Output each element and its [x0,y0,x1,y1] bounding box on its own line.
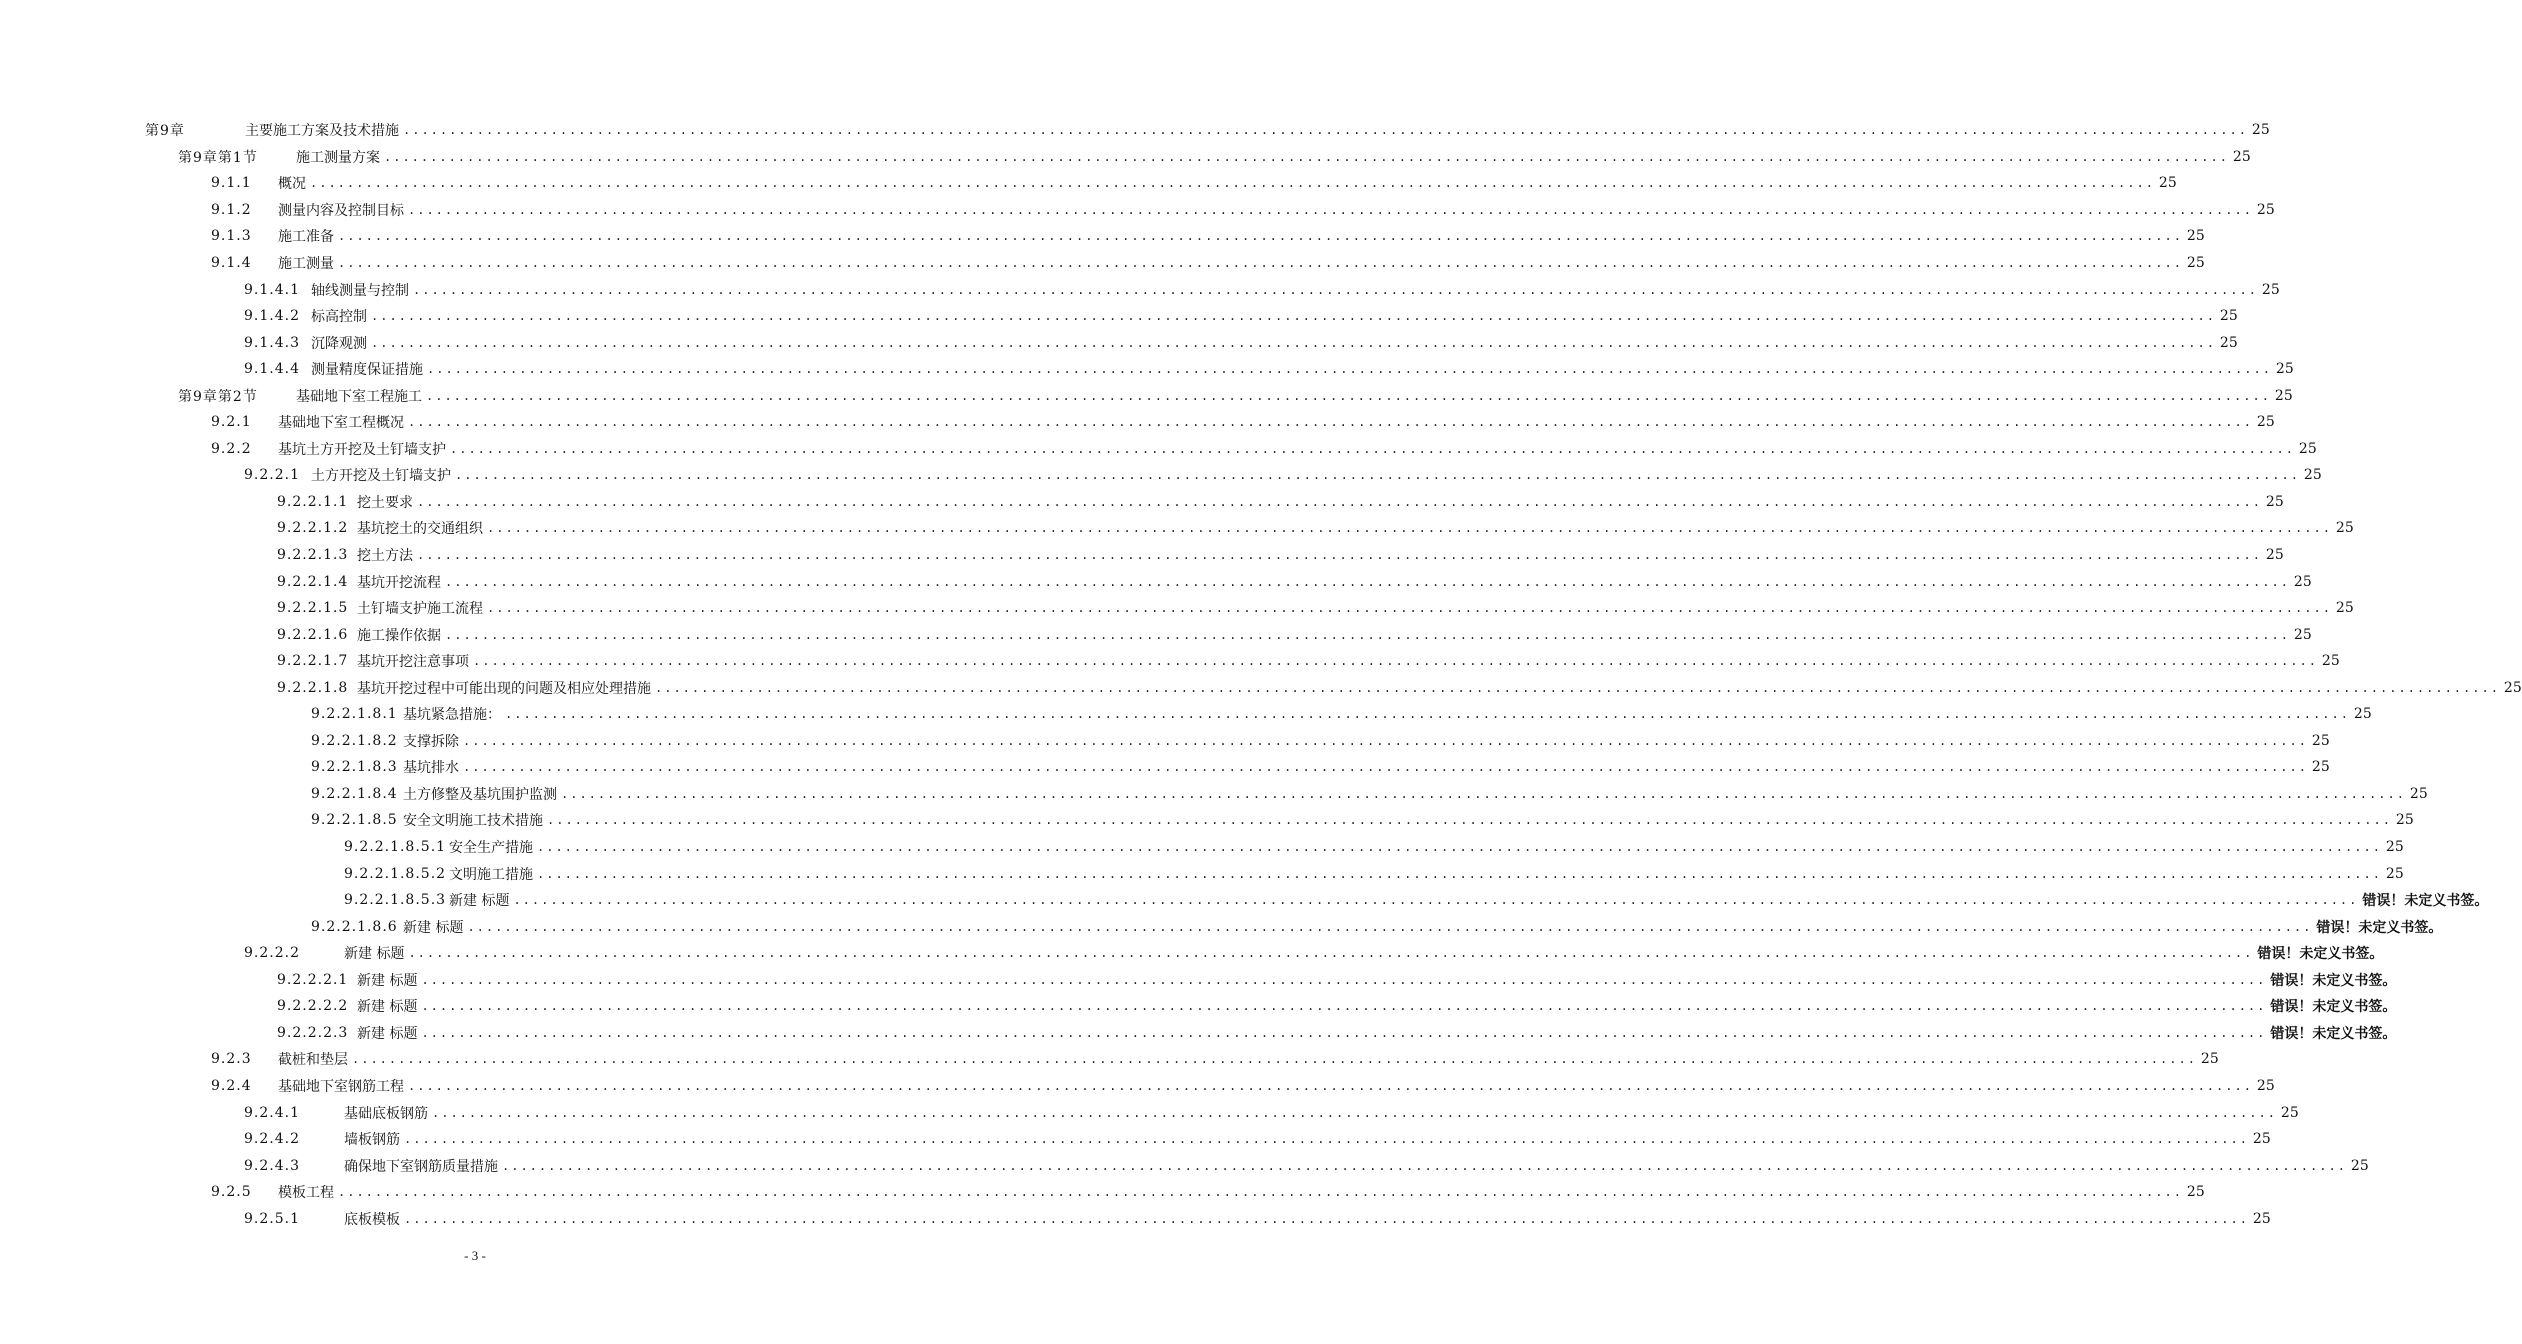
toc-leader-dots: ........................................................................................................................................................................................................ [655,680,2500,695]
toc-entry-page: 25 [2350,1157,2369,1174]
toc-leader-dots: ........................................................................................................................................................................................................ [505,707,2350,722]
toc-entry-title: 概况 [278,176,306,193]
toc-entry[interactable] [0,648,2340,675]
toc-entry-page: 25 [2186,255,2205,271]
toc-entry-title: 文明施工措施 [449,866,533,883]
toc-leader-dots: ........................................................................................................................................................................................................ [417,548,2262,563]
toc-leader-dots: ........................................................................................................................................................................................................ [561,786,2406,801]
toc-entry-number: 9.2.2.2.1 [277,971,349,988]
toc-leader-dots: ........................................................................................................................................................................................................ [408,415,2253,430]
toc-entry-page: 25 [2311,759,2330,776]
toc-leader-dots: ........................................................................................................................................................................................................ [487,601,2332,616]
toc-entry-page: 25 [2219,308,2238,325]
toc-leader-dots: ........................................................................................................................................................................................................ [467,919,2313,934]
toc-entry-title: 安全文明施工技术措施 [403,813,543,830]
toc-entry-number: 9.2.5 [211,1184,252,1201]
toc-entry-page: 25 [2503,679,2522,696]
toc-entry-bookmark-error: 错误！未定义书签。 [2257,946,2384,963]
toc-entry-page: 25 [2298,440,2317,457]
toc-entry[interactable] [0,1073,2275,1100]
toc-entry-title: 基础底板钢筋 [344,1105,428,1122]
toc-leader-dots: ........................................................................................................................................................................................................ [450,441,2295,456]
toc-leader-dots: ........................................................................................................................................................................................................ [421,1025,2267,1040]
toc-entry-page: 25 [2219,334,2238,351]
toc-entry[interactable] [0,568,2312,595]
toc-entry-page: 25 [2265,493,2284,510]
toc-entry[interactable] [0,1046,2219,1073]
toc-entry-title: 模板工程 [278,1185,334,1202]
table-of-contents [0,117,2522,1232]
toc-entry-title: 基坑排水 [403,760,459,777]
toc-entry[interactable] [0,860,2404,887]
toc-leader-dots: ........................................................................................................................................................................................................ [403,123,2248,138]
toc-entry[interactable] [0,356,2294,383]
toc-leader-dots: ........................................................................................................................................................................................................ [427,362,2272,377]
toc-entry[interactable] [0,117,2270,144]
toc-leader-dots: ........................................................................................................................................................................................................ [426,388,2271,403]
toc-entry-number: 9.2.2.1.4 [277,573,349,590]
toc-entry-number: 9.2.2.1.5 [277,600,349,617]
toc-entry[interactable] [0,993,2397,1020]
toc-entry[interactable] [0,940,2384,967]
toc-entry-title: 施工准备 [278,229,334,246]
toc-leader-dots: ........................................................................................................................................................................................................ [463,760,2308,775]
toc-leader-dots: ........................................................................................................................................................................................................ [547,813,2392,828]
toc-entry-title: 支撑拆除 [403,733,459,750]
toc-leader-dots: ........................................................................................................................................................................................................ [445,627,2290,642]
toc-entry[interactable] [0,542,2284,569]
toc-entry-page: 25 [2252,1131,2271,1148]
toc-entry-title: 沉降观测 [311,335,367,352]
toc-entry-title: 基坑土方开挖及土钉墙支护 [278,441,446,458]
toc-leader-dots: ........................................................................................................................................................................................................ [404,1132,2249,1147]
toc-entry-title: 主要施工方案及技术措施 [245,123,399,140]
toc-entry[interactable] [0,276,2280,303]
toc-leader-dots: ........................................................................................................................................................................................................ [413,282,2258,297]
toc-entry-number: 9.2.2.1.8.3 [311,759,398,776]
toc-entry-page: 25 [2251,122,2270,139]
toc-leader-dots: ........................................................................................................................................................................................................ [338,256,2183,270]
toc-entry-number: 9.1.1 [211,175,252,192]
toc-entry-number: 9.2.2.1 [244,467,300,484]
toc-entry[interactable] [0,515,2354,542]
toc-entry-number: 9.2.2.2.3 [277,1024,349,1041]
toc-leader-dots: ........................................................................................................................................................................................................ [421,972,2267,987]
toc-entry-number: 9.2.2.1.8.6 [311,918,398,935]
toc-entry-title: 基坑开挖注意事项 [357,654,469,671]
toc-entry[interactable] [0,621,2312,648]
toc-entry-title: 测量精度保证措施 [311,362,423,379]
toc-entry[interactable] [0,197,2275,224]
toc-entry-page: 25 [2256,1077,2275,1094]
toc-entry-page: 25 [2256,414,2275,431]
toc-entry-page: 25 [2252,1210,2271,1227]
toc-entry-page: 25 [2395,812,2414,829]
toc-entry[interactable] [0,781,2428,808]
toc-entry-number: 9.2.1 [211,414,252,431]
toc-leader-dots: ........................................................................................................................................................................................................ [384,149,2229,164]
toc-entry-number: 9.2.2.2 [244,945,300,962]
toc-entry-number: 9.2.3 [211,1051,252,1068]
toc-entry-title: 新建 标题 [449,893,510,910]
toc-entry[interactable] [0,1099,2299,1126]
toc-entry[interactable] [0,701,2372,728]
toc-leader-dots: ........................................................................................................................................................................................................ [473,654,2318,669]
toc-entry[interactable] [0,1152,2369,1179]
toc-leader-dots: ........................................................................................................................................................................................................ [338,1185,2183,1200]
toc-entry-page: 25 [2186,1184,2205,1201]
toc-entry-page: 25 [2321,653,2340,670]
toc-entry-page: 25 [2232,148,2251,165]
toc-entry-number: 9.2.2.1.8.5.2 [344,865,447,882]
toc-entry[interactable] [0,807,2414,834]
toc-leader-dots: ........................................................................................................................................................................................................ [537,866,2382,881]
toc-entry-number: 9.1.3 [211,228,252,245]
toc-entry-title: 新建 标题 [344,946,405,963]
toc-entry-page: 25 [2335,520,2354,537]
toc-entry-title: 基坑开挖过程中可能出现的问题及相应处理措施 [357,680,651,697]
toc-entry-page: 25 [2261,281,2280,298]
toc-entry-page: 25 [2385,865,2404,882]
toc-entry[interactable] [0,1020,2397,1047]
toc-leader-dots: ........................................................................................................................................................................................................ [432,1105,2277,1120]
toc-entry-number: 9.2.4 [211,1077,252,1094]
toc-entry-title: 截桩和垫层 [278,1052,348,1069]
toc-entry-title: 土钉墙支护施工流程 [357,601,483,618]
toc-leader-dots: ........................................................................................................................................................................................................ [352,1052,2197,1067]
toc-entry[interactable] [0,250,2205,277]
toc-entry[interactable] [0,329,2238,356]
toc-entry-number: 第9章第1节 [178,149,258,166]
toc-leader-dots: ........................................................................................................................................................................................................ [463,733,2308,748]
toc-leader-dots: ........................................................................................................................................................................................................ [310,176,2155,191]
toc-entry-number: 9.1.4.2 [244,308,300,325]
toc-entry-page: 25 [2335,600,2354,617]
toc-entry-title: 基坑挖土的交通组织 [357,521,483,538]
toc-entry-page: 25 [2275,361,2294,378]
toc-entry-title: 施工测量 [278,256,334,272]
toc-entry-number: 9.2.2.2.2 [277,998,349,1015]
toc-entry-number: 9.2.2.1.8.5.3 [344,892,447,909]
toc-entry-title: 土方开挖及土钉墙支护 [311,468,451,485]
toc-leader-dots: ........................................................................................................................................................................................................ [487,521,2332,536]
toc-entry[interactable] [0,1126,2271,1153]
toc-entry-title: 安全生产措施 [449,840,533,857]
toc-leader-dots: ........................................................................................................................................................................................................ [371,309,2216,324]
toc-entry-page: 25 [2303,467,2322,484]
toc-entry-bookmark-error: 错误！未定义书签。 [2270,1025,2397,1042]
toc-entry-page: 25 [2186,228,2205,245]
toc-entry-title: 确保地下室钢筋质量措施 [344,1158,498,1175]
toc-entry-number: 9.1.4.3 [244,334,300,351]
toc-entry[interactable] [0,834,2404,861]
toc-entry-title: 测量内容及控制目标 [278,202,404,219]
toc-entry-number: 9.2.4.3 [244,1157,300,1174]
toc-leader-dots: ........................................................................................................................................................................................................ [537,840,2382,855]
toc-entry-page: 25 [2265,547,2284,564]
toc-entry-number: 9.2.2.1.7 [277,653,349,670]
toc-list [0,117,2522,1232]
toc-entry-number: 9.2.5.1 [244,1210,300,1227]
toc-entry-title: 基础地下室工程施工 [296,388,422,405]
toc-leader-dots: ........................................................................................................................................................................................................ [404,1211,2249,1226]
toc-entry[interactable] [0,913,2443,940]
toc-entry[interactable] [0,409,2275,436]
toc-leader-dots: ........................................................................................................................................................................................................ [338,229,2183,244]
toc-entry-page: 25 [2158,175,2177,192]
toc-entry-title: 底板模板 [344,1211,400,1228]
toc-entry-number: 9.1.4.4 [244,361,300,378]
toc-entry-number: 9.2.2.1.8.1 [311,706,398,723]
toc-entry-title: 标高控制 [311,309,367,326]
toc-entry-page: 25 [2385,839,2404,856]
toc-entry-number: 9.1.4.1 [244,281,300,298]
toc-entry[interactable] [0,170,2177,197]
toc-entry[interactable] [0,595,2354,622]
toc-leader-dots: ........................................................................................................................................................................................................ [417,494,2262,509]
toc-entry-number: 第9章第2节 [178,388,258,405]
toc-entry-title: 基坑紧急措施： [403,707,501,724]
toc-entry-title: 新建 标题 [357,1025,418,1042]
toc-entry-page: 25 [2200,1051,2219,1068]
toc-entry-title: 基坑开挖流程 [357,574,441,591]
toc-entry-page: 25 [2293,626,2312,643]
toc-entry-title: 新建 标题 [357,972,418,989]
toc-entry-title: 基础地下室工程概况 [278,415,404,432]
toc-entry-number: 9.1.2 [211,201,252,218]
toc-entry[interactable] [0,436,2317,463]
toc-leader-dots: ........................................................................................................................................................................................................ [408,946,2254,961]
toc-leader-dots: ........................................................................................................................................................................................................ [421,999,2267,1014]
toc-entry[interactable] [0,728,2330,755]
toc-entry-number: 9.2.2.1.8.5 [311,812,398,829]
toc-entry-title: 新建 标题 [403,919,464,936]
toc-entry-title: 新建 标题 [357,999,418,1016]
toc-entry-page: 25 [2353,706,2372,723]
toc-entry[interactable] [0,1205,2271,1232]
toc-entry[interactable] [0,1179,2205,1206]
toc-leader-dots: ........................................................................................................................................................................................................ [408,202,2253,217]
toc-entry-number: 9.2.2.1.8 [277,679,349,696]
toc-entry-page: 25 [2274,387,2293,404]
toc-entry-number: 9.2.2.1.8.4 [311,785,398,802]
toc-entry-title: 挖土要求 [357,494,413,511]
toc-entry[interactable] [0,489,2284,516]
toc-entry[interactable] [0,303,2238,330]
toc-leader-dots: ........................................................................................................................................................................................................ [408,1078,2253,1093]
toc-entry[interactable] [0,887,2489,914]
toc-entry-page: 25 [2256,201,2275,218]
toc-entry[interactable] [0,144,2251,171]
toc-entry-title: 施工测量方案 [296,149,380,166]
toc-entry-bookmark-error: 错误！未定义书签。 [2270,972,2397,989]
toc-leader-dots: ........................................................................................................................................................................................................ [445,574,2290,589]
toc-entry-title: 施工操作依据 [357,627,441,644]
toc-entry-title: 轴线测量与控制 [311,282,409,299]
toc-entry[interactable] [0,223,2205,250]
toc-entry[interactable] [0,674,2522,701]
toc-entry-title: 挖土方法 [357,548,413,565]
toc-entry-number: 第9章 [145,123,185,140]
toc-entry[interactable] [0,754,2330,781]
toc-leader-dots: ........................................................................................................................................................................................................ [455,468,2300,483]
toc-entry-number: 9.2.2.1.2 [277,520,349,537]
toc-entry-bookmark-error: 错误！未定义书签。 [2362,893,2489,910]
toc-entry-number: 9.2.2.1.8.5.1 [344,839,447,856]
toc-entry-number: 9.2.2.1.1 [277,493,349,510]
toc-entry-title: 基础地下室钢筋工程 [278,1078,404,1095]
toc-entry-page: 25 [2293,573,2312,590]
page-footer-number: - 3 - [464,1248,486,1263]
toc-entry-number: 9.2.2.1.8.2 [311,732,398,749]
toc-entry-title: 墙板钢筋 [344,1132,400,1149]
toc-entry-bookmark-error: 错误！未定义书签。 [2316,919,2443,936]
toc-entry-number: 9.2.2 [211,440,252,457]
toc-entry-number: 9.2.2.1.6 [277,626,349,643]
toc-entry-page: 25 [2311,732,2330,749]
toc-leader-dots: ........................................................................................................................................................................................................ [513,893,2359,908]
toc-entry-bookmark-error: 错误！未定义书签。 [2270,999,2397,1016]
toc-entry-number: 9.2.4.1 [244,1104,300,1121]
toc-leader-dots: ........................................................................................................................................................................................................ [371,335,2216,350]
toc-entry-title: 土方修整及基坑围护监测 [403,786,557,803]
toc-entry-page: 25 [2409,785,2428,802]
toc-entry-number: 9.2.2.1.3 [277,547,349,564]
toc-entry-page: 25 [2280,1104,2299,1121]
toc-entry-number: 9.1.4 [211,255,252,271]
toc-entry-number: 9.2.4.2 [244,1131,300,1148]
toc-entry[interactable] [0,382,2293,409]
toc-entry[interactable] [0,967,2397,994]
toc-entry[interactable] [0,462,2322,489]
toc-leader-dots: ........................................................................................................................................................................................................ [502,1158,2347,1173]
